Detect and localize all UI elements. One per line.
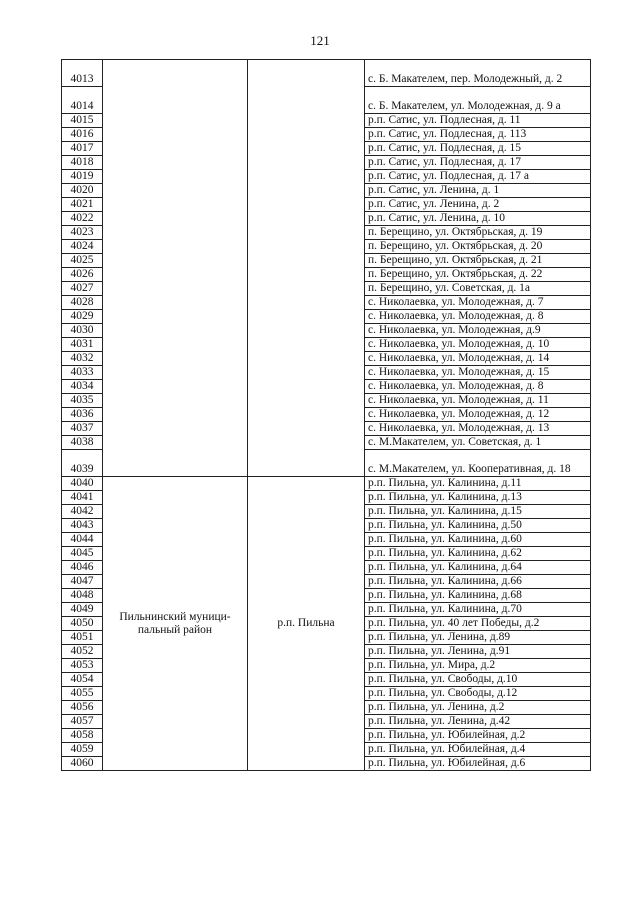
row-number: 4032 xyxy=(62,352,103,366)
row-number: 4039 xyxy=(62,450,103,477)
address-cell: р.п. Пильна, ул. Калинина, д.64 xyxy=(365,561,591,575)
address-cell: р.п. Сатис, ул. Подлесная, д. 17 xyxy=(365,156,591,170)
row-number: 4024 xyxy=(62,240,103,254)
address-cell: р.п. Пильна, ул. Калинина, д.50 xyxy=(365,519,591,533)
address-cell: с. М.Макателем, ул. Советская, д. 1 xyxy=(365,436,591,450)
row-number: 4056 xyxy=(62,701,103,715)
row-number: 4060 xyxy=(62,757,103,771)
address-cell: р.п. Пильна, ул. Свободы, д.12 xyxy=(365,687,591,701)
address-cell: р.п. Пильна, ул. Юбилейная, д.6 xyxy=(365,757,591,771)
address-cell: р.п. Пильна, ул. Ленина, д.89 xyxy=(365,631,591,645)
district-cell xyxy=(103,60,248,477)
address-cell: р.п. Пильна, ул. Юбилейная, д.4 xyxy=(365,743,591,757)
row-number: 4037 xyxy=(62,422,103,436)
address-cell: р.п. Пильна, ул. Калинина, д.62 xyxy=(365,547,591,561)
row-number: 4036 xyxy=(62,408,103,422)
row-number: 4028 xyxy=(62,296,103,310)
row-number: 4042 xyxy=(62,505,103,519)
row-number: 4053 xyxy=(62,659,103,673)
row-number: 4052 xyxy=(62,645,103,659)
row-number: 4040 xyxy=(62,477,103,491)
address-cell: р.п. Сатис, ул. Подлесная, д. 11 xyxy=(365,114,591,128)
row-number: 4033 xyxy=(62,366,103,380)
row-number: 4054 xyxy=(62,673,103,687)
address-cell: с. Николаевка, ул. Молодежная, д. 13 xyxy=(365,422,591,436)
address-cell: с. Николаевка, ул. Молодежная, д. 8 xyxy=(365,380,591,394)
row-number: 4044 xyxy=(62,533,103,547)
address-cell: р.п. Сатис, ул. Ленина, д. 2 xyxy=(365,198,591,212)
row-number: 4045 xyxy=(62,547,103,561)
address-cell: с. Николаевка, ул. Молодежная, д. 11 xyxy=(365,394,591,408)
address-cell: п. Берещино, ул. Октябрьская, д. 19 xyxy=(365,226,591,240)
row-number: 4051 xyxy=(62,631,103,645)
address-cell: р.п. Пильна, ул. Калинина, д.11 xyxy=(365,477,591,491)
address-cell: р.п. Пильна, ул. Ленина, д.2 xyxy=(365,701,591,715)
address-cell: р.п. Сатис, ул. Подлесная, д. 17 а xyxy=(365,170,591,184)
address-cell: с. Николаевка, ул. Молодежная, д. 15 xyxy=(365,366,591,380)
row-number: 4013 xyxy=(62,60,103,87)
address-cell: с. Николаевка, ул. Молодежная, д. 8 xyxy=(365,310,591,324)
address-table xyxy=(61,59,591,771)
row-number: 4017 xyxy=(62,142,103,156)
address-cell: р.п. Пильна, ул. 40 лет Победы, д.2 xyxy=(365,617,591,631)
address-cell: р.п. Сатис, ул. Подлесная, д. 113 xyxy=(365,128,591,142)
address-cell: р.п. Пильна, ул. Юбилейная, д.2 xyxy=(365,729,591,743)
address-cell: п. Берещино, ул. Октябрьская, д. 22 xyxy=(365,268,591,282)
row-number: 4030 xyxy=(62,324,103,338)
address-cell: с. Николаевка, ул. Молодежная, д. 12 xyxy=(365,408,591,422)
table-row xyxy=(62,477,591,491)
row-number: 4014 xyxy=(62,87,103,114)
row-number: 4047 xyxy=(62,575,103,589)
address-cell: р.п. Пильна, ул. Калинина, д.68 xyxy=(365,589,591,603)
address-cell: р.п. Пильна, ул. Калинина, д.66 xyxy=(365,575,591,589)
address-cell: с. Б. Макателем, пер. Молодежный, д. 2 xyxy=(365,60,591,87)
row-number: 4049 xyxy=(62,603,103,617)
row-number: 4048 xyxy=(62,589,103,603)
settlement-cell: р.п. Пильна xyxy=(248,477,365,771)
row-number: 4035 xyxy=(62,394,103,408)
row-number: 4046 xyxy=(62,561,103,575)
address-cell: п. Берещино, ул. Советская, д. 1а xyxy=(365,282,591,296)
address-cell: с. Николаевка, ул. Молодежная, д.9 xyxy=(365,324,591,338)
address-cell: с. Николаевка, ул. Молодежная, д. 14 xyxy=(365,352,591,366)
address-cell: р.п. Пильна, ул. Калинина, д.15 xyxy=(365,505,591,519)
address-cell: с. М.Макателем, ул. Кооперативная, д. 18 xyxy=(365,450,591,477)
row-number: 4057 xyxy=(62,715,103,729)
page-number: 121 xyxy=(310,33,330,48)
address-cell: р.п. Пильна, ул. Калинина, д.60 xyxy=(365,533,591,547)
row-number: 4038 xyxy=(62,436,103,450)
address-cell: р.п. Сатис, ул. Подлесная, д. 15 xyxy=(365,142,591,156)
row-number: 4059 xyxy=(62,743,103,757)
table-row xyxy=(62,60,591,87)
settlement-cell xyxy=(248,60,365,477)
address-cell: р.п. Пильна, ул. Ленина, д.91 xyxy=(365,645,591,659)
address-cell: п. Берещино, ул. Октябрьская, д. 21 xyxy=(365,254,591,268)
row-number: 4029 xyxy=(62,310,103,324)
row-number: 4043 xyxy=(62,519,103,533)
address-cell: р.п. Пильна, ул. Калинина, д.70 xyxy=(365,603,591,617)
row-number: 4022 xyxy=(62,212,103,226)
row-number: 4018 xyxy=(62,156,103,170)
address-cell: р.п. Пильна, ул. Свободы, д.10 xyxy=(365,673,591,687)
row-number: 4026 xyxy=(62,268,103,282)
address-cell: р.п. Сатис, ул. Ленина, д. 1 xyxy=(365,184,591,198)
row-number: 4034 xyxy=(62,380,103,394)
row-number: 4023 xyxy=(62,226,103,240)
row-number: 4058 xyxy=(62,729,103,743)
address-cell: с. Николаевка, ул. Молодежная, д. 10 xyxy=(365,338,591,352)
row-number: 4020 xyxy=(62,184,103,198)
row-number: 4021 xyxy=(62,198,103,212)
row-number: 4055 xyxy=(62,687,103,701)
address-cell: с. Б. Макателем, ул. Молодежная, д. 9 а xyxy=(365,87,591,114)
address-cell: р.п. Сатис, ул. Ленина, д. 10 xyxy=(365,212,591,226)
address-cell: р.п. Пильна, ул. Мира, д.2 xyxy=(365,659,591,673)
row-number: 4027 xyxy=(62,282,103,296)
row-number: 4031 xyxy=(62,338,103,352)
district-cell: Пильнинский муници-пальный район xyxy=(103,477,248,771)
address-cell: п. Берещино, ул. Октябрьская, д. 20 xyxy=(365,240,591,254)
address-cell: р.п. Пильна, ул. Калинина, д.13 xyxy=(365,491,591,505)
row-number: 4016 xyxy=(62,128,103,142)
row-number: 4015 xyxy=(62,114,103,128)
row-number: 4019 xyxy=(62,170,103,184)
row-number: 4041 xyxy=(62,491,103,505)
row-number: 4050 xyxy=(62,617,103,631)
row-number: 4025 xyxy=(62,254,103,268)
address-cell: с. Николаевка, ул. Молодежная, д. 7 xyxy=(365,296,591,310)
address-cell: р.п. Пильна, ул. Ленина, д.42 xyxy=(365,715,591,729)
